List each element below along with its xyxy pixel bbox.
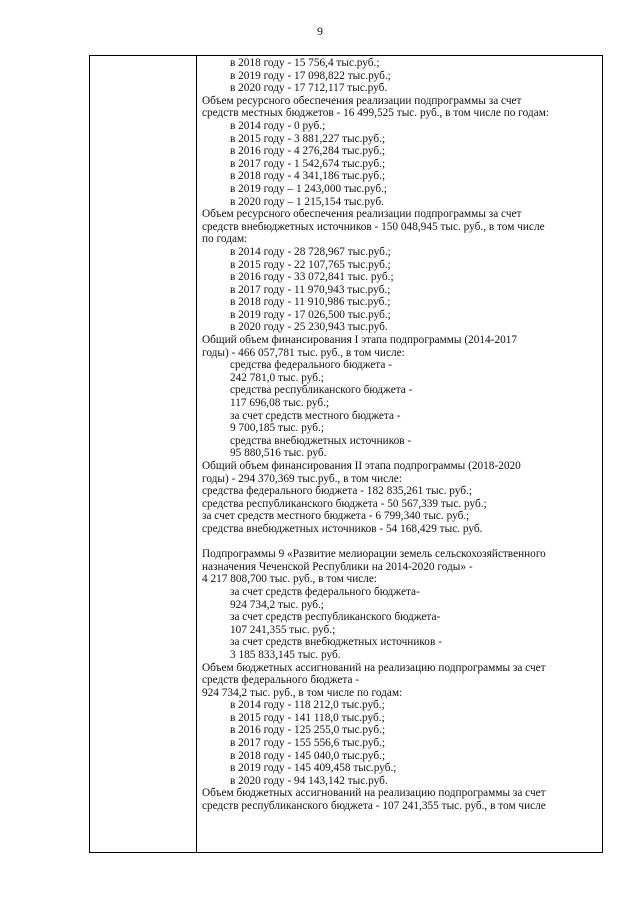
- text-line: средства федерального бюджета -: [230, 359, 392, 372]
- table-cell-content: [202, 57, 600, 813]
- text-line: в 2020 году - 25 230,943 тыс.руб.: [230, 321, 388, 334]
- text-line: в 2014 году - 28 728,967 тыс.руб.;: [230, 245, 391, 258]
- text-line: в 2019 году - 17 026,500 тыс.руб.;: [230, 308, 391, 321]
- text-line: 3 185 833,145 тыс. руб.: [230, 648, 341, 661]
- text-line: за счет средств местного бюджета -: [230, 409, 401, 422]
- text-line: средств внебюджетных источников - 150 048,945 тыс. руб., в том числе: [202, 220, 545, 233]
- text-line: в 2014 году - 118 212,0 тыс.руб.;: [230, 699, 385, 712]
- text-line: в 2018 году - 145 040,0 тыс.руб.;: [230, 749, 386, 762]
- text-line: Объем бюджетных ассигнований на реализацию подпрограммы за счет: [202, 661, 546, 674]
- column-divider: [196, 56, 197, 852]
- text-line: в 2017 году - 11 970,943 тыс.руб.;: [230, 283, 391, 296]
- text-line: в 2017 году - 155 556,6 тыс.руб.;: [230, 737, 386, 750]
- text-line: годы) - 466 057,781 тыс. руб., в том числе:: [202, 346, 405, 359]
- blank-line: [202, 536, 600, 549]
- text-line: в 2020 году – 1 215,154 тыс.руб.: [230, 195, 384, 208]
- text-line: средства внебюджетных источников - 54 168,429 тыс. руб.: [202, 522, 483, 535]
- text-line: в 2014 году - 0 руб.;: [230, 119, 326, 132]
- text-line: в 2018 году - 4 341,186 тыс.руб.;: [230, 170, 386, 183]
- text-line: годы) - 294 370,369 тыс.руб., в том числе:: [202, 472, 402, 485]
- text-line: 95 880,516 тыс. руб.: [230, 447, 327, 460]
- text-line: средства республиканского бюджета -: [230, 384, 413, 397]
- text-line: по годам:: [202, 233, 248, 246]
- document-table: [89, 55, 603, 853]
- text-line: в 2016 году - 125 255,0 тыс.руб.;: [230, 724, 386, 737]
- text-line: в 2019 году - 17 098,822 тыс.руб.;: [230, 69, 391, 82]
- text-line: средства федерального бюджета - 182 835,261 тыс. руб.;: [202, 485, 473, 498]
- text-line: в 2018 году - 15 756,4 тыс.руб.;: [230, 57, 380, 69]
- text-line: в 2017 году - 1 542,674 тыс.руб.;: [230, 157, 386, 170]
- text-line: в 2016 году - 4 276,284 тыс.руб.;: [230, 145, 386, 158]
- text-line: в 2019 году – 1 243,000 тыс.руб.;: [230, 182, 388, 195]
- text-line: средств федерального бюджета -: [202, 674, 360, 687]
- text-line: 117 696,08 тыс. руб.;: [230, 397, 330, 410]
- text-line: в 2016 году - 33 072,841 тыс. руб.;: [230, 271, 394, 284]
- text-line: Объем бюджетных ассигнований на реализацию подпрограммы за счет: [202, 787, 546, 800]
- text-line: 107 241,355 тыс. руб.;: [230, 623, 336, 636]
- text-line: Объем ресурсного обеспечения реализации подпрограммы за счет: [202, 94, 522, 107]
- text-line: Общий объем финансирования II этапа подпрограммы (2018-2020: [202, 460, 521, 472]
- text-line: 924 734,2 тыс. руб., в том числе по годам:: [202, 686, 403, 699]
- text-line: 242 781,0 тыс. руб.;: [230, 371, 324, 384]
- page-number: 9: [317, 24, 323, 38]
- text-line: в 2020 году - 94 143,142 тыс.руб.: [230, 774, 388, 787]
- text-line: 4 217 808,700 тыс. руб., в том числе:: [202, 573, 378, 586]
- text-line: в 2015 году - 141 118,0 тыс.руб.;: [230, 711, 385, 724]
- text-line: в 2019 году - 145 409,458 тыс.руб.;: [230, 762, 397, 775]
- text-line: средства внебюджетных источников -: [230, 434, 412, 447]
- text-line: 924 734,2 тыс. руб.;: [230, 598, 324, 611]
- text-line: средства республиканского бюджета - 50 567,339 тыс. руб.;: [202, 497, 487, 510]
- text-line: за счет средств республиканского бюджета-: [230, 611, 441, 624]
- text-line: за счет средств внебюджетных источников -: [230, 636, 442, 649]
- text-line: в 2018 году - 11 910,986 тыс.руб.;: [230, 296, 391, 309]
- text-line: в 2020 году - 17 712,117 тыс.руб.: [230, 82, 388, 95]
- text-line: Общий объем финансирования I этапа подпрограммы (2014-2017: [202, 334, 518, 347]
- text-line: за счет средств федерального бюджета-: [230, 585, 420, 598]
- text-line: средств республиканского бюджета - 107 241,355 тыс. руб., в том числе: [202, 800, 546, 813]
- text-line: за счет средств местного бюджета - 6 799,340 тыс. руб.;: [202, 510, 470, 523]
- text-line: Подпрограммы 9 «Развитие мелиорации земель сельскохозяйственного: [202, 548, 546, 561]
- text-line: Объем ресурсного обеспечения реализации подпрограммы за счет: [202, 208, 522, 221]
- text-line: в 2015 году - 3 881,227 тыс.руб.;: [230, 132, 386, 145]
- text-line: в 2015 году - 22 107,765 тыс.руб.;: [230, 258, 391, 271]
- text-line: назначения Чеченской Республики на 2014-2020 годы» -: [202, 560, 473, 573]
- text-line: 9 700,185 тыс. руб.;: [230, 422, 324, 435]
- text-line: средств местных бюджетов - 16 499,525 тыс. руб., в том числе по годам:: [202, 107, 549, 120]
